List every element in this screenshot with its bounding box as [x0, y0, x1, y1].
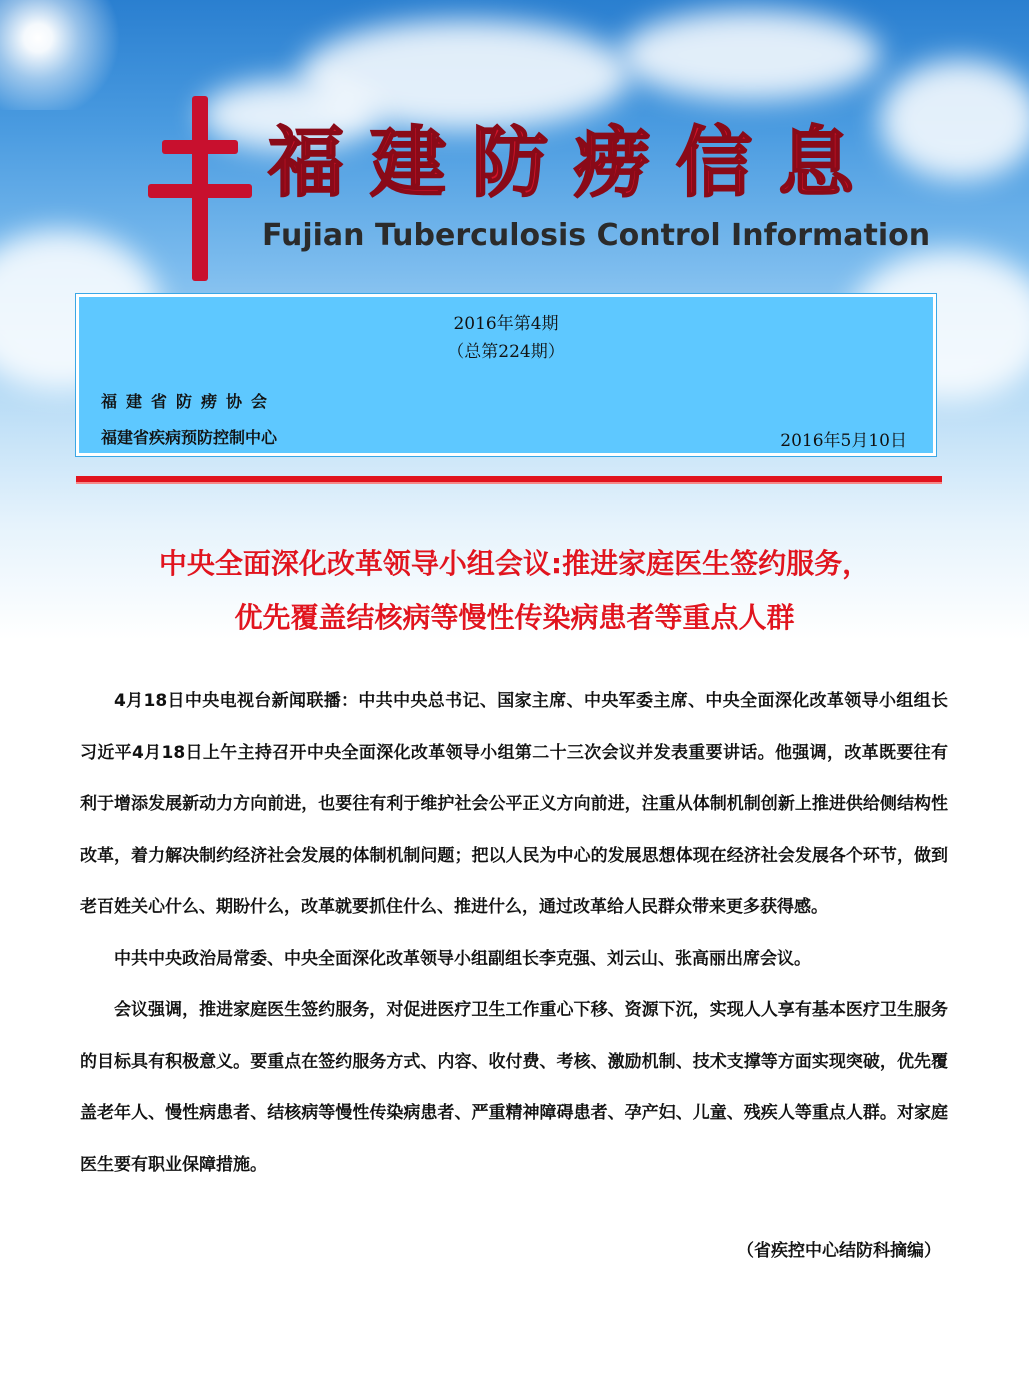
paragraph: 4月18日中央电视台新闻联播：中共中央总书记、国家主席、中央军委主席、中央全面深化改革领导小组组长习近平4月18日上午主持召开中央全面深化改革领导小组第二十三次会议并发表重要讲话。他强调，改革既要往有利于增添发展新动力方向前进，也要往有利于维护社会公平正义方向前进，注重从体制机制创新上推进供给侧结构性改革，着力解决制约经济社会发展的体制机制问题；把以人民为中心的发展思想体现在经济社会发展各个环节，做到老百姓关心什么、期盼什么，改革就要抓住什么、推进什么，通过改革给人民群众带来更多获得感。 [80, 691, 948, 917]
masthead-subtitle: Fujian Tuberculosis Control Information [262, 218, 931, 253]
article-body [80, 676, 948, 1191]
article-source-signature: （省疾控中心结防科摘编） [737, 1241, 941, 1261]
issue-info-box [76, 294, 936, 456]
masthead-title: 福建防痨信息 [268, 118, 880, 207]
cloud-2 [620, 10, 880, 100]
issue-number: 2016年第4期 [453, 314, 559, 334]
paragraph: 会议强调，推进家庭医生签约服务，对促进医疗卫生工作重心下移、资源下沉，实现人人享有基本医疗卫生服务的目标具有积极意义。要重点在签约服务方式、内容、收付费、考核、激励机制、技术支撑等方面实现突破，优先覆盖老年人、慢性病患者、结核病等慢性传染病患者、严重精神障碍患者、孕产妇、儿童、残疾人等重点人群。对家庭医生要有职业保障措施。 [80, 1000, 948, 1175]
article-headline-line-1: 中央全面深化改革领导小组会议:推进家庭医生签约服务， [158, 547, 871, 580]
publish-date: 2016年5月10日 [780, 431, 907, 451]
double-barred-cross-logo [148, 96, 258, 286]
total-issue-number: （总第224期） [447, 342, 565, 362]
red-divider [76, 476, 942, 482]
publisher-association: 福建省防痨协会 [101, 392, 277, 411]
publisher-cdc: 福建省疾病预防控制中心 [101, 428, 278, 447]
paragraph: 中共中央政治局常委、中央全面深化改革领导小组副组长李克强、刘云山、张高丽出席会议。 [114, 948, 811, 969]
sun-glare [0, 0, 130, 110]
article-headline-line-2: 优先覆盖结核病等慢性传染病患者等重点人群 [234, 601, 795, 634]
